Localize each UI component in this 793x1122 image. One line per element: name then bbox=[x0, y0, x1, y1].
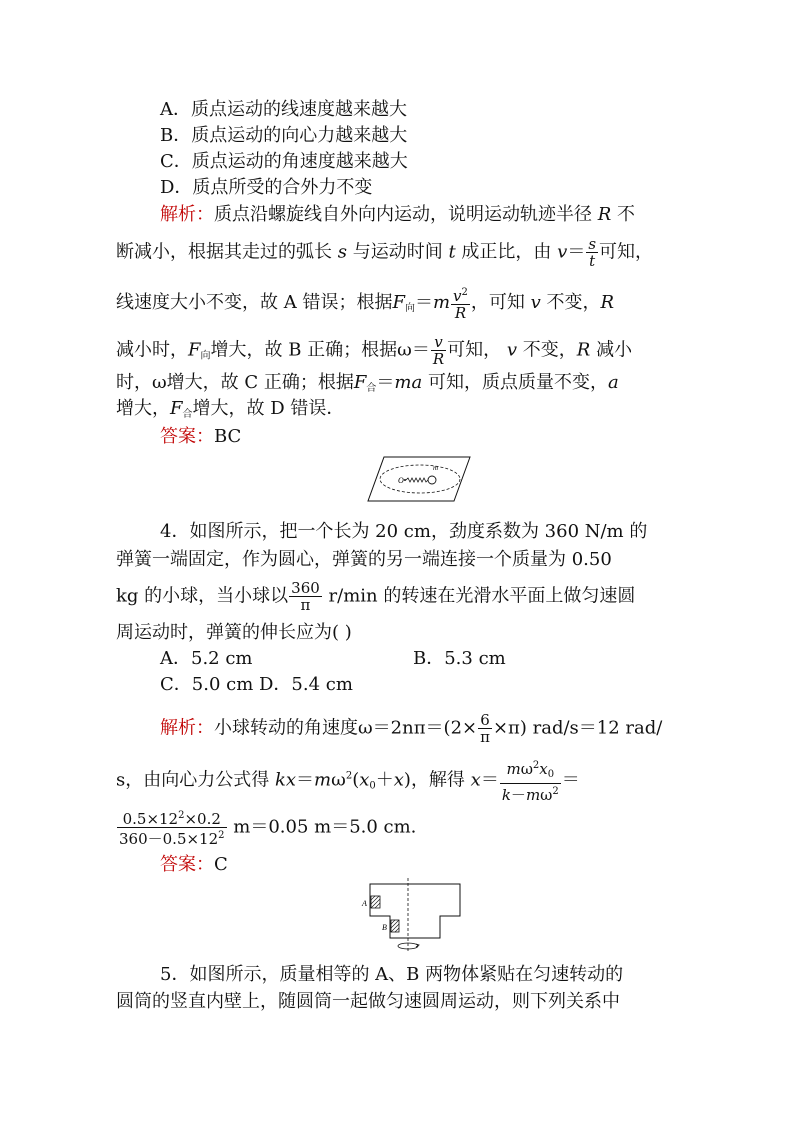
q4-stem-line-4: 周运动时，弹簧的伸长应为( ) bbox=[116, 622, 352, 643]
q3-analysis-line-3: 线速度大小不变，故 A 错误；根据$F_向=m$ $\frac{v^2}{R}$ ，可知 v 不变，R bbox=[116, 287, 615, 322]
q4-analysis-line-2: s，由向心力公式得 $kx=m\omega^2(x_0+x)$，解得 x＝ $\frac{m\omega^2x_0}{k-m\omega^2}$ ＝ bbox=[116, 760, 580, 804]
option-a: A．质点运动的线速度越来越大 bbox=[160, 99, 407, 120]
label-a: A bbox=[362, 899, 367, 908]
q5-stem-line-2: 圆筒的竖直内壁上，随圆筒一起做匀速圆周运动，则下列关系中 bbox=[116, 991, 620, 1012]
q3-answer: 答案：BC bbox=[160, 426, 242, 447]
q4-option-b: B．5.3 cm bbox=[413, 648, 506, 669]
mass-label: m bbox=[433, 464, 439, 472]
center-label: O bbox=[398, 476, 404, 485]
center-point bbox=[404, 479, 406, 481]
fraction-6-over-pi: $\frac{6}{\pi}$ bbox=[480, 711, 490, 746]
fraction-s-over-t: $\frac{s}{t}$ bbox=[588, 235, 597, 270]
q4-stem-line-2: 弹簧一端固定，作为圆心，弹簧的另一端连接一个质量为 0.50 bbox=[116, 549, 612, 570]
block-a-hatch bbox=[371, 896, 380, 908]
option-b: B．质点运动的向心力越来越大 bbox=[160, 125, 408, 146]
q4-answer: 答案：C bbox=[160, 854, 228, 875]
option-c: C．质点运动的角速度越来越大 bbox=[160, 151, 408, 172]
q4-stem-line-3: kg 的小球，当小球以 $\frac{360}{\pi}$ r/min 的转速在光滑水平面上做匀速圆 bbox=[116, 579, 636, 614]
rotating-cylinder-figure bbox=[356, 876, 466, 956]
fraction-v-over-r: $\frac{v}{R}$ bbox=[432, 333, 445, 368]
q3-analysis-line-4: 减小时，$F_向$增大，故 B 正确；根据ω＝ $\frac{v}{R}$ 可知， v 不变，R 减小 bbox=[116, 333, 633, 368]
fraction-v2-over-r: $\frac{v^2}{R}$ bbox=[453, 287, 468, 322]
q5-stem-line-1: 5．如图所示，质量相等的 A、B 两物体紧贴在匀速转动的 bbox=[160, 964, 624, 985]
fraction-numeric: $\frac{0.5\times 12^2\times 0.2}{360-0.5\times 12^2}$ bbox=[119, 810, 225, 848]
block-a bbox=[371, 896, 380, 908]
horizontal-plane bbox=[368, 457, 470, 501]
label-b: B bbox=[382, 923, 387, 932]
ball bbox=[428, 476, 436, 484]
q3-analysis-line-2: 断减小，根据其走过的弧长 s 与运动时间 t 成正比，由 v＝ $\frac{s}{t}$ 可知， bbox=[116, 235, 654, 270]
spring bbox=[406, 478, 428, 482]
analysis-label: 解析： bbox=[160, 204, 214, 225]
option-d: D．质点所受的合外力不变 bbox=[160, 177, 373, 198]
q4-stem-line-1: 4．如图所示，把一个长为 20 cm，劲度系数为 360 N/m 的 bbox=[160, 521, 648, 542]
fraction-360-over-pi: $\frac{360}{\pi}$ bbox=[291, 579, 320, 614]
q3-analysis-line-6: 增大，$F_合$增大，故 D 错误． bbox=[116, 398, 345, 420]
q4-analysis-line-3: $\frac{0.5\times 12^2\times 0.2}{360-0.5\times 12^2}$ m＝0.05 m＝5.0 cm. bbox=[119, 810, 417, 848]
fraction-x-solution: $\frac{m\omega^2x_0}{k-m\omega^2}$ bbox=[501, 760, 559, 804]
q4-option-a: A．5.2 cm bbox=[160, 648, 253, 669]
q4-option-c-d: C．5.0 cm D．5.4 cm bbox=[160, 674, 353, 695]
block-b bbox=[391, 920, 399, 932]
q4-analysis-line-1: 解析：小球转动的角速度ω＝2nπ＝(2× $\frac{6}{\pi}$ ×π) rad/s＝12 rad/ bbox=[160, 711, 663, 746]
circular-path bbox=[380, 465, 460, 493]
q3-analysis-line-5: 时，ω增大，故 C 正确；根据$F_合=ma$ 可知，质点质量不变，a bbox=[116, 372, 619, 394]
q3-analysis-line-1: 解析：质点沿螺旋线自外向内运动，说明运动轨迹半径 R 不 bbox=[160, 204, 636, 225]
spring-ball-figure bbox=[366, 454, 472, 504]
block-b-hatch bbox=[391, 920, 399, 932]
